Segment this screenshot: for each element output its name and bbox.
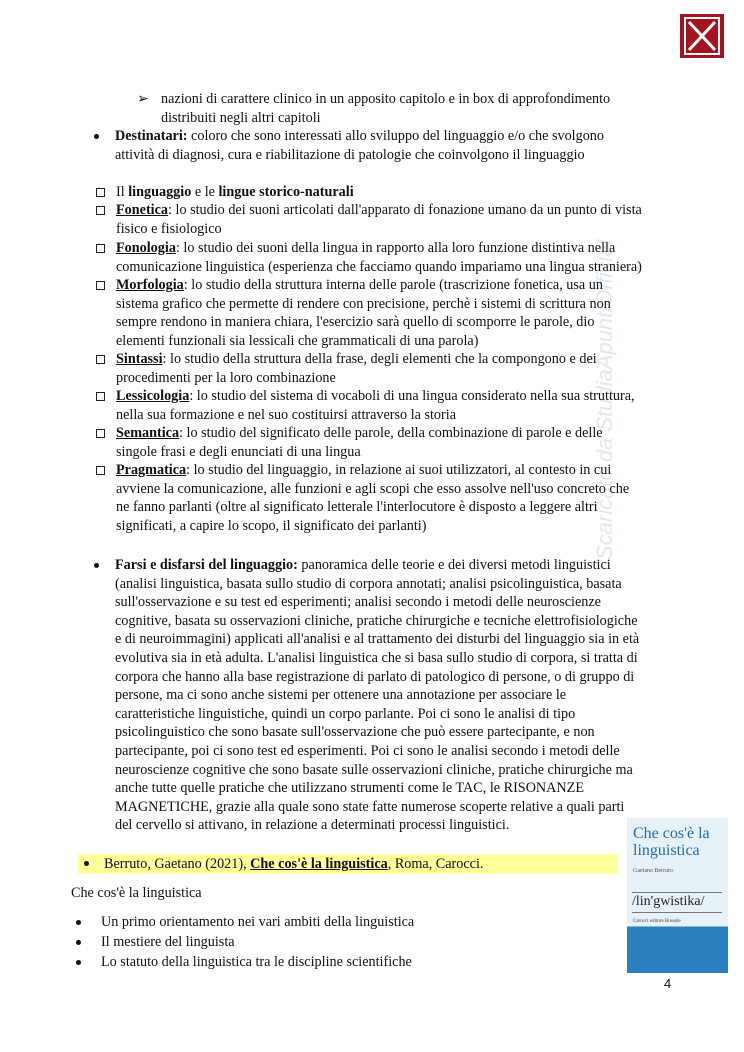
bullet-icon: [84, 861, 89, 866]
destinatari-text: attività di diagnosi, cura e riabilitazione di patologie che coinvolgono il linguaggio: [115, 146, 585, 163]
term-definition-line: : lo studio della struttura interna delle parole (trascrizione fonetica, usa un: [183, 277, 603, 293]
reference-publisher: , Roma, Carocci.: [387, 856, 484, 872]
intro-item: [96, 183, 686, 203]
university-logo: [680, 14, 724, 58]
checkbox-icon: [96, 281, 105, 290]
contents-item: [76, 913, 556, 932]
checkbox-icon: [96, 466, 105, 475]
term-definition-line: sistema grafico che permette di rendere con precisione, perchè i sistemi di scrittura non: [116, 295, 611, 312]
farsi-line: partecipante, poi ci sono test ed esperimenti. Poi ci sono le analisi secondo i metodi delle: [115, 742, 620, 759]
contents-item: [76, 933, 556, 952]
intro-term: linguaggio: [128, 184, 192, 200]
cover-title: Che cos'è la linguistica: [633, 825, 710, 859]
farsi-item: [94, 556, 684, 846]
checkbox-icon: [96, 244, 105, 253]
cover-publisher: Carocci editore Bussole: [633, 919, 681, 924]
term-definition-line: procedimenti per la loro combinazione: [116, 369, 336, 386]
term-definition-line: nella sua formazione e nel suo costituirsi attraverso la storia: [116, 406, 456, 423]
checkbox-icon: [96, 392, 105, 401]
watermark: Scaricato da StudiaApuntiOfficial: [592, 239, 617, 560]
destinatari-label: Destinatari:: [115, 128, 188, 144]
contents-item-label: Il mestiere del linguista: [101, 934, 235, 950]
term-definition-line: : lo studio del linguaggio, in relazione ai suoi utilizzatori, al contesto in cui: [186, 462, 612, 478]
contents-item-label: Un primo orientamento nei vari ambiti della linguistica: [101, 914, 415, 930]
farsi-line: evolutiva sia in età adulta. L'analisi linguistica che si basa sullo studio di corpora, si tratta di: [115, 649, 638, 666]
term-definition-line: comunicazione linguistica (esperienza che facciamo quando impariamo una lingua straniera): [116, 258, 642, 275]
bullet-icon: [76, 940, 81, 945]
intro-text: e le: [191, 184, 219, 200]
checkbox-icon: [96, 355, 105, 364]
bullet-icon: [94, 134, 99, 139]
farsi-line: panoramica delle teorie e dei diversi metodi linguistici: [297, 557, 611, 573]
farsi-line: del cervello si attivano, in relazione a determinati processi linguistici.: [115, 817, 510, 834]
farsi-line: e di neuroimmagini) applicati all'analisi e al trattamento dei disturbi del linguaggio sia in età: [115, 631, 640, 648]
term-definition-line: singole frasi e degli enunciati di una lingua: [116, 443, 361, 460]
term-definition-line: : lo studio dei suoni articolati dall'apparato di fonazione umano da un punto di vista: [168, 202, 642, 218]
destinatari-text: coloro che sono interessati allo sviluppo del linguaggio e/o che svolgono: [187, 128, 604, 144]
page-number: 4: [664, 976, 672, 991]
term-label: Semantica: [116, 425, 180, 441]
bullet-icon: [76, 920, 81, 925]
term-definition-line: ne fanno parlanti (oltre al significato letterale l'interlocutore è disposto a leggere altri: [116, 499, 598, 516]
reference-title-link[interactable]: Che cos'è la linguistica: [250, 856, 388, 872]
term-label: Lessicologia: [116, 388, 190, 404]
farsi-line: sull'osservazione e su test ed esperimenti; analisi secondo i metodi delle neuroscienze: [115, 594, 601, 611]
farsi-label: Farsi e disfarsi del linguaggio:: [115, 557, 298, 573]
term-definition-line: : lo studio della struttura della frase, degli elementi che la compongono e dei: [162, 351, 597, 367]
farsi-line: MAGNETICHE, grazie alla quale sono state fatte numerose scoperte relative a quali parti: [115, 798, 625, 815]
farsi-line: cognitive, basata su osservazioni cliniche, pratiche chirurgiche e tecniche elettrofisiologiche: [115, 612, 638, 629]
book-heading: Che cos'è la linguistica: [71, 885, 202, 901]
book-cover-image: [627, 818, 728, 973]
term-definition-line: fisico e fisiologico: [116, 220, 222, 237]
term-definition-line: significati, a capire lo scopo, il significato dei parlanti): [116, 517, 427, 534]
reference-author: Berruto, Gaetano (2021),: [104, 856, 251, 872]
checkbox-icon: [96, 206, 105, 215]
farsi-line: psicolinguistico che sono basate sull'osservazione che può essere partecipante, e non: [115, 724, 595, 741]
term-item: [96, 201, 686, 238]
arrow-item-line: nazioni di carattere clinico in un apposito capitolo e in box di approfondimento: [161, 91, 611, 107]
reference-item: [78, 854, 618, 874]
farsi-line: corpora che hanno alla base registrazione di parlato di patologico di persone, o di gruppo di: [115, 668, 635, 685]
term-definition-line: : lo studio del significato delle parole, della combinazione di parole e delle: [179, 425, 603, 441]
term-label: Sintassi: [116, 351, 163, 367]
farsi-line: persone, ma ci sono anche sistemi per ottenere una annotazione per associare le: [115, 687, 567, 704]
term-label: Fonologia: [116, 240, 176, 256]
cover-author: Gaetano Berruto: [633, 868, 673, 874]
checkbox-icon: [96, 429, 105, 438]
term-definition-line: sempre rendono in maniera chiara, l'esercizio sarà quello di scomporre le parole, dio: [116, 314, 595, 331]
farsi-line: (analisi linguistica, basata sullo studio di corpora annotati; analisi psicolinguistica, basata: [115, 575, 622, 592]
farsi-text: [115, 556, 684, 835]
farsi-line: neuroscienze cognitive che sono basate sulle osservazioni cliniche, pratiche chirurgiche ma: [115, 761, 633, 778]
farsi-line: anche tutte quelle pratiche che utilizzano strumenti come le TAC, le RISONANZE: [115, 780, 585, 797]
bullet-icon: [94, 563, 99, 568]
bullet-icon: [76, 960, 81, 965]
arrow-bullet-icon: ➢: [137, 91, 149, 107]
cover-phonetic: /lin'gwistika/: [632, 892, 722, 913]
term-definition-line: avviene la comunicazione, alle funzioni e agli scopi che esso assolve nell'uso concreto che: [116, 480, 630, 497]
checkbox-icon: [96, 188, 105, 197]
term-definition-line: elementi funzionali sia lessicali che grammaticali di una parola): [116, 332, 479, 349]
intro-term: lingue storico-naturali: [218, 184, 354, 200]
intro-text: Il: [116, 184, 129, 200]
contents-item-label: Lo statuto della linguistica tra le discipline scientifiche: [101, 954, 412, 970]
term-label: Morfologia: [116, 277, 184, 293]
term-label: Pragmatica: [116, 462, 187, 478]
farsi-line: caratteristiche linguistiche, quindi un corpo parlante. Poi ci sono le analisi di tipo: [115, 705, 576, 722]
term-definition-line: : lo studio del sistema di vocaboli di una lingua considerato nella sua struttura,: [189, 388, 635, 404]
arrow-item-line: distribuiti negli altri capitoli: [161, 109, 321, 126]
contents-item: [76, 953, 556, 972]
term-definition-line: : lo studio dei suoni della lingua in rapporto alla loro funzione distintiva nella: [175, 240, 616, 256]
destinatari-item: [94, 127, 684, 167]
term-label: Fonetica: [116, 202, 169, 218]
